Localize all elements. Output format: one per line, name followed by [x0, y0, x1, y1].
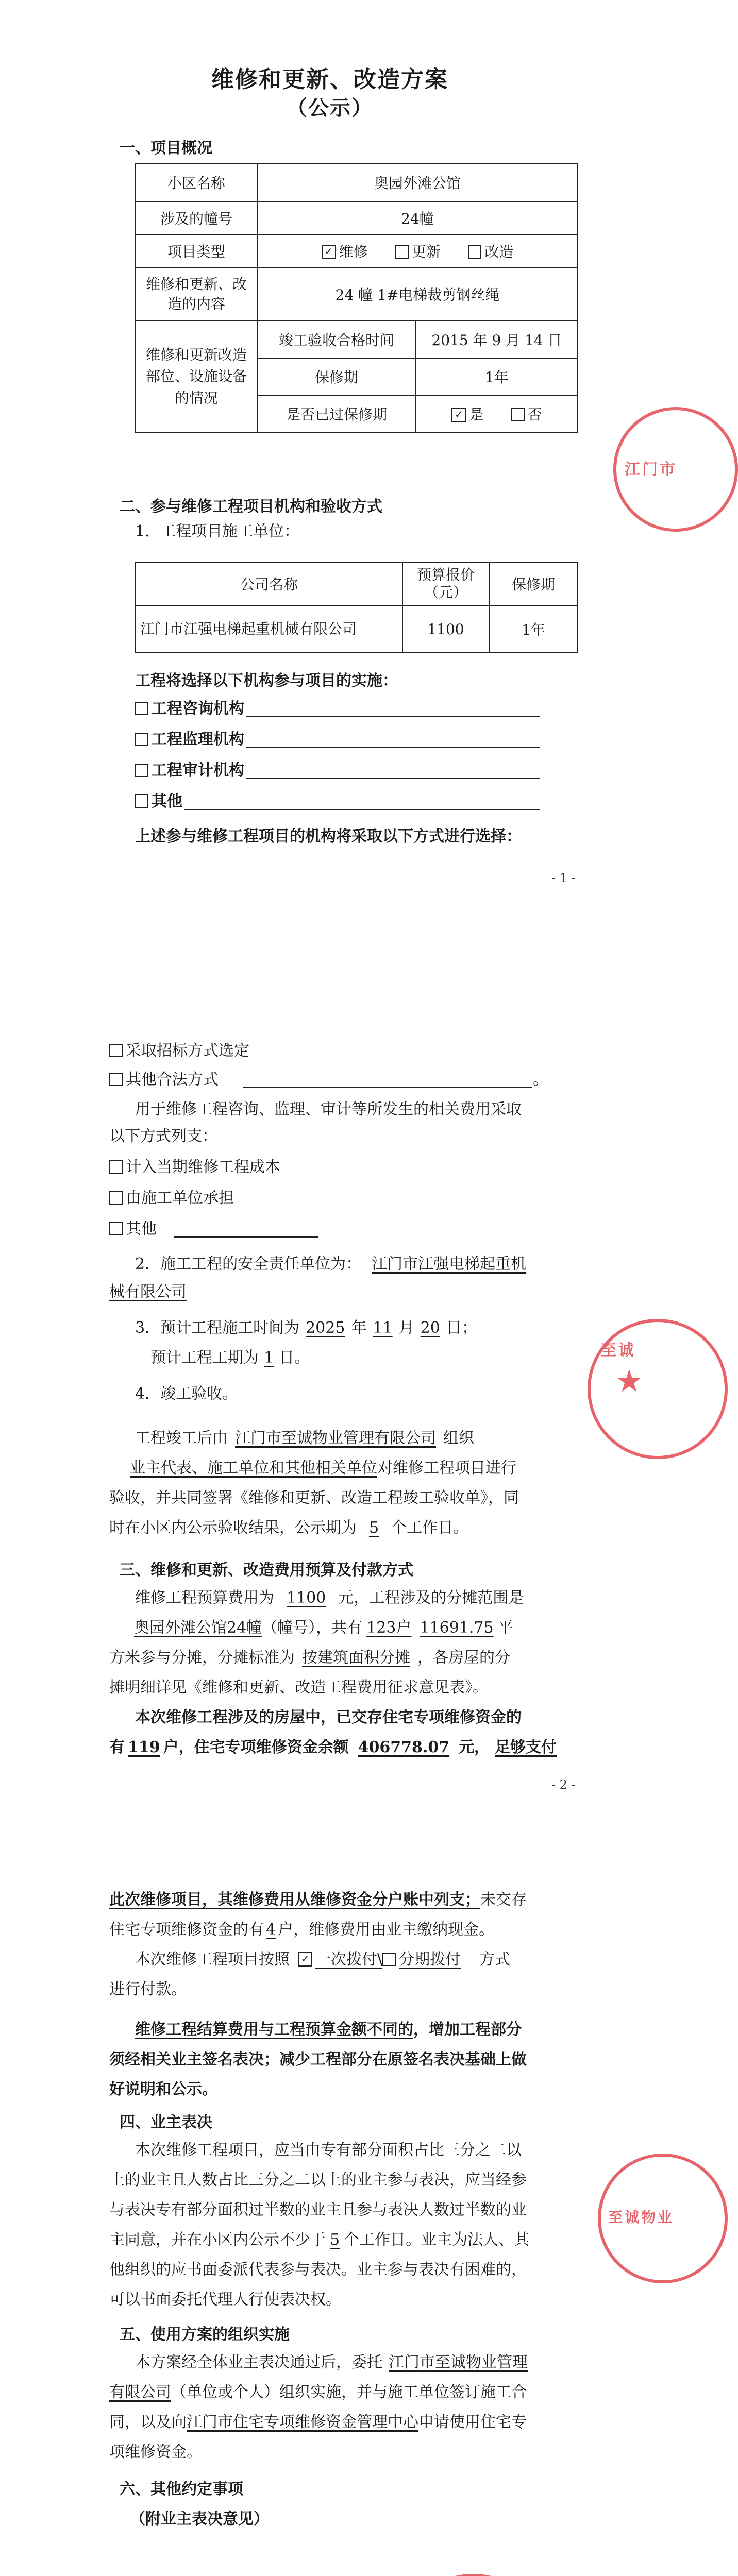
budget-2e: 平 — [497, 1619, 513, 1637]
implementing-org-cont: 有限公司 — [109, 2383, 171, 2401]
impl-1 — [135, 2350, 528, 2375]
budget-2b: （幢号），共有 — [262, 1619, 363, 1637]
duration-a: 预计工程工期为 — [150, 1349, 259, 1367]
option-renovate: 改造 — [484, 243, 514, 260]
org-consult — [135, 697, 244, 721]
company-seal — [588, 1319, 728, 1459]
vote-4a: 主同意，并在小区内公示不少于 — [109, 2231, 326, 2249]
row-label: 维修和更新改造部位、设施设备的情况 — [136, 321, 257, 432]
row-label: 小区名称 — [136, 163, 257, 201]
company-seal — [613, 407, 738, 532]
checkbox-icon[interactable] — [135, 702, 148, 715]
duration-b: 日。 — [279, 1349, 310, 1367]
document-subtitle: （公示） — [287, 96, 373, 120]
checkbox-icon[interactable] — [109, 1222, 123, 1235]
item-2 — [135, 1252, 526, 1277]
safety-unit-cont: 械有限公司 — [109, 1283, 187, 1301]
section-3-heading: 三、维修和更新、改造费用预算及付款方式 — [120, 1561, 413, 1579]
checked-checkbox-icon[interactable]: ✓ — [298, 1952, 312, 1967]
checkbox-icon[interactable] — [109, 1191, 123, 1205]
fee-text-1: 用于维修工程咨询、监理、审计等所发生的相关费用采取 — [135, 1100, 522, 1118]
project-type-options — [257, 234, 578, 267]
publicity-days: 5 — [369, 1519, 379, 1537]
blank-line — [246, 747, 540, 748]
households: 123户 — [366, 1619, 412, 1637]
vote-4c: 个工作日。业主为法人、其 — [344, 2231, 530, 2249]
header-price: 预算报价（元） — [402, 562, 489, 605]
impl-3a: 同，以及向 — [109, 2413, 187, 2431]
blank-line — [246, 778, 540, 779]
org-consult-label: 工程咨询机构 — [152, 700, 244, 718]
budget-7 — [109, 1888, 527, 1912]
funded-households: 119 — [128, 1738, 160, 1756]
option-update: 更新 — [411, 243, 441, 260]
section-1-heading: 一、项目概况 — [120, 139, 212, 157]
acceptance-org: 江门市至诚物业管理有限公司 — [235, 1429, 436, 1447]
work-content: 24 幢 1#电梯裁剪钢丝绳 — [257, 267, 578, 321]
budget-2 — [109, 1616, 513, 1640]
deduction-text: 此次维修项目，其维修费用从维修资金分户账中列支； — [109, 1891, 480, 1909]
item-3-b: 年 — [351, 1319, 367, 1337]
budget-3c: ，各房屋的分 — [417, 1649, 510, 1667]
fee-opt-2-label: 由施工单位承担 — [126, 1189, 234, 1207]
implementing-org: 江门市至诚物业管理 — [389, 2353, 528, 2371]
budget-1a: 维修工程预算费用为 — [135, 1589, 274, 1607]
impl-2 — [109, 2380, 527, 2405]
warranty-label: 保修期 — [257, 358, 416, 395]
budget-1 — [135, 1586, 524, 1611]
duration — [150, 1346, 310, 1370]
warranty-expired-label: 是否已过保修期 — [257, 395, 416, 432]
budget-4: 摊明细详见《维修和更新、改造工程费用征求意见表》。 — [109, 1679, 488, 1697]
payment-cont: 进行付款。 — [109, 1980, 187, 1998]
budget-3 — [109, 1646, 510, 1670]
vote-3: 与表决专有部分面积过半数的业主且参与表决人数过半数的业 — [109, 2201, 527, 2219]
seal-text: 至诚 — [601, 1342, 636, 1360]
fund-center: 江门市住宅专项维修资金管理中心 — [187, 2413, 418, 2431]
item-3-c: 月 — [398, 1319, 414, 1337]
row-label: 涉及的幢号 — [136, 201, 257, 234]
option-yes: 是 — [469, 406, 484, 423]
fee-text-2: 以下方式列支： — [109, 1127, 217, 1145]
sufficient-text: 足够支付 — [495, 1738, 557, 1756]
checkbox-icon[interactable] — [109, 1044, 123, 1057]
budget-1c: 元，工程涉及的分摊范围是 — [338, 1589, 524, 1607]
acc-1c: 组织 — [443, 1429, 474, 1447]
total-area: 11691.75 — [420, 1619, 494, 1637]
contractor-name: 江门市江强电梯起重机械有限公司 — [136, 605, 402, 653]
safety-unit: 江门市江强电梯起重机 — [372, 1255, 527, 1273]
checkbox-icon[interactable] — [468, 245, 481, 259]
document-title: 维修和更新、改造方案 — [211, 66, 448, 93]
checked-checkbox-icon[interactable]: ✓ — [322, 245, 336, 259]
vote-2: 上的业主且人数占比三分之二以上的业主参与表决，应当经参 — [109, 2171, 527, 2189]
section-4-heading: 四、业主表决 — [120, 2113, 212, 2131]
official-seal — [393, 2574, 554, 2576]
acc-4c: 个工作日。 — [391, 1519, 469, 1537]
warranty-value: 1年 — [416, 358, 578, 395]
checkbox-icon[interactable] — [135, 733, 148, 746]
header-warranty: 保修期 — [489, 562, 578, 605]
settlement-diff: 维修工程结算费用与工程预算金额不同的 — [135, 2021, 413, 2039]
section-6-heading: 六、其他约定事项 — [120, 2480, 243, 2498]
budget-5: 本次维修工程涉及的房屋中，已交存住宅专项维修资金的 — [135, 1708, 522, 1726]
checked-checkbox-icon[interactable]: ✓ — [451, 408, 466, 422]
method-other-label: 其他合法方式 — [126, 1071, 219, 1089]
section-2-heading: 二、参与维修工程项目机构和验收方式 — [120, 498, 382, 516]
org-supervise — [135, 727, 244, 752]
checkbox-icon[interactable] — [135, 764, 148, 777]
contractor-table — [135, 562, 578, 653]
acceptance-date-label: 竣工验收合格时间 — [257, 321, 416, 358]
acc-4a: 时在小区内公示验收结果，公示期为 — [109, 1519, 357, 1537]
vote-4 — [109, 2228, 529, 2252]
item-3 — [135, 1316, 477, 1341]
start-year: 2025 — [306, 1319, 345, 1337]
row-label: 项目类型 — [136, 234, 257, 267]
checkbox-icon[interactable] — [109, 1160, 123, 1174]
page-number: - 1 - — [551, 871, 576, 885]
payment-method: 本次维修工程项目按照 ✓ 一次拨付\ 分期拨付 方式 — [135, 1951, 511, 1969]
impl-3 — [109, 2410, 527, 2435]
budget-6c: 户，住宅专项维修资金余额 — [163, 1738, 349, 1756]
star-icon: ★ — [615, 1363, 643, 1399]
page-number: - 2 - — [551, 1777, 576, 1792]
item-1-label: 1．工程项目施工单位： — [135, 522, 300, 540]
acceptance-3: 验收，并共同签署《维修和更新、改造工程竣工验收单》，同 — [109, 1489, 519, 1507]
settlement-1 — [135, 2018, 522, 2042]
acc-2b: 对维修工程项目进行 — [377, 1459, 516, 1477]
org-other — [135, 789, 182, 814]
method-tender-label: 采取招标方式选定 — [126, 1042, 249, 1060]
start-month: 11 — [373, 1319, 393, 1337]
fee-opt-1 — [109, 1155, 280, 1180]
item-4: 4．竣工验收。 — [135, 1385, 238, 1403]
allocation-standard: 按建筑面积分摊 — [302, 1649, 410, 1667]
budget-amount: 1100 — [287, 1589, 326, 1607]
blank-line — [246, 716, 540, 717]
warranty-expired-options — [416, 395, 578, 432]
company-seal — [598, 2154, 728, 2283]
option-no: 否 — [527, 406, 542, 423]
budget-7b: 未交存 — [480, 1891, 527, 1909]
settlement-3: 好说明和公示。 — [109, 2080, 217, 2098]
acc-1a: 工程竣工后由 — [135, 1429, 228, 1447]
budget-8c: 户，维修费用由业主缴纳现金。 — [278, 1921, 495, 1939]
payment-d: 方式 — [479, 1951, 511, 1969]
vote-5: 他组织的应书面委派代表参与表决。业主参与表决有困难的， — [109, 2261, 527, 2279]
seal-text: 至诚物业 — [608, 2209, 675, 2226]
budget-6a: 有 — [109, 1738, 125, 1756]
budget-6e: 元， — [459, 1738, 490, 1756]
scope-building: 奥园外滩公馆24幢 — [134, 1619, 262, 1637]
org-other-label: 其他 — [152, 792, 182, 810]
method-other — [109, 1067, 219, 1092]
acceptance-1 — [135, 1426, 474, 1451]
item-3-a: 3．预计工程施工时间为 — [135, 1319, 300, 1337]
fee-opt-2 — [109, 1186, 234, 1211]
item-2-label: 2．施工工程的安全责任单位为： — [135, 1255, 362, 1273]
page-gap — [0, 907, 660, 1010]
method-intro: 上述参与维修工程项目的机构将采取以下方式进行选择： — [135, 827, 522, 845]
row-label: 维修和更新、改造的内容 — [136, 267, 257, 321]
checkbox-icon[interactable] — [395, 245, 409, 259]
contractor-price: 1100 — [402, 605, 489, 653]
acceptance-4 — [109, 1516, 468, 1540]
budget-8a: 住宅专项维修资金的有 — [109, 1921, 264, 1939]
header-company: 公司名称 — [136, 562, 402, 605]
blank-line — [174, 1236, 318, 1238]
select-intro: 工程将选择以下机构参与项目的实施： — [135, 672, 398, 690]
method-tender — [109, 1039, 249, 1063]
checkbox-icon[interactable] — [382, 1953, 396, 1966]
impl-2b: （单位或个人）组织实施，并与施工单位签订施工合 — [171, 2383, 527, 2401]
option-installment: 分期拨付 — [399, 1951, 461, 1969]
impl-3c: 申请使用住宅专 — [418, 2413, 527, 2431]
payment-a: 本次维修工程项目按照 — [135, 1951, 290, 1969]
option-repair: 维修 — [339, 243, 368, 260]
org-supervise-label: 工程监理机构 — [152, 731, 244, 749]
blank-line — [184, 809, 540, 810]
fee-opt-3-label: 其他 — [126, 1220, 157, 1238]
seal-text: 江门市 — [625, 461, 677, 479]
impl-4: 项维修资金。 — [109, 2443, 202, 2461]
vote-days: 5 — [330, 2231, 340, 2249]
budget-3a: 方米参与分摊，分摊标准为 — [109, 1649, 295, 1667]
period: 。 — [533, 1071, 548, 1089]
checkbox-icon[interactable] — [135, 794, 148, 808]
community-name: 奥园外滩公馆 — [257, 163, 578, 201]
checkbox-icon[interactable] — [511, 408, 525, 421]
unfunded-households: 4 — [266, 1921, 276, 1939]
vote-6: 可以书面委托代理人行使表决权。 — [109, 2291, 341, 2309]
vote-1: 本次维修工程项目，应当由专有部分面积占比三分之二以 — [135, 2141, 522, 2159]
fund-balance: 406778.07 — [358, 1738, 450, 1756]
start-day: 20 — [420, 1319, 440, 1337]
acceptance-date: 2015 年 9 月 14 日 — [416, 321, 578, 358]
acceptance-parties: 业主代表、施工单位和其他相关单位 — [130, 1459, 377, 1477]
option-lump-sum: 一次拨付 — [315, 1951, 377, 1969]
project-overview-table — [135, 163, 578, 433]
acceptance-2 — [109, 1456, 516, 1481]
page-gap — [0, 1814, 660, 1875]
settlement-2: 须经相关业主签名表决；减少工程部分在原签名表决基础上做 — [109, 2050, 527, 2069]
section-5-heading: 五、使用方案的组织实施 — [120, 2326, 290, 2344]
duration-days: 1 — [264, 1349, 274, 1367]
contractor-warranty: 1年 — [489, 605, 578, 653]
fee-opt-1-label: 计入当期维修工程成本 — [126, 1158, 280, 1176]
budget-6 — [109, 1735, 557, 1760]
item-3-d: 日； — [446, 1319, 477, 1337]
fee-opt-3 — [109, 1217, 157, 1242]
blank-line — [243, 1087, 532, 1088]
attachment-note: （附业主表决意见） — [130, 2510, 269, 2528]
building-number: 24幢 — [257, 201, 578, 234]
org-audit-label: 工程审计机构 — [152, 761, 244, 779]
org-audit — [135, 758, 244, 783]
budget-8 — [109, 1918, 494, 1942]
checkbox-icon[interactable] — [109, 1073, 123, 1086]
settlement-1b: ，增加工程部分 — [413, 2021, 522, 2039]
impl-1a: 本方案经全体业主表决通过后，委托 — [135, 2353, 382, 2371]
